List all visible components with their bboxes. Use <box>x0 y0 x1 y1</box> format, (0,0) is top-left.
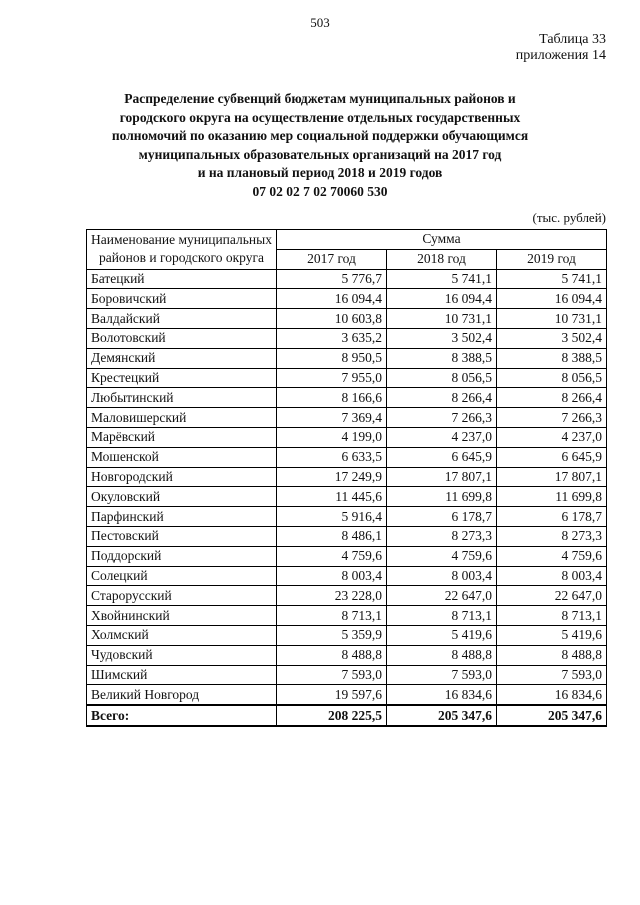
column-header-2019: 2019 год <box>497 249 607 269</box>
table-row <box>87 685 607 705</box>
subvention-table <box>86 229 607 727</box>
district-name-cell: Шимский <box>87 665 277 685</box>
table-row <box>87 328 607 348</box>
value-2018-cell: 8 488,8 <box>387 645 497 665</box>
title-line: и на плановый период 2018 и 2019 годов <box>197 165 443 180</box>
table-row <box>87 408 607 428</box>
value-2019-cell: 8 388,5 <box>497 348 607 368</box>
district-name-cell: Великий Новгород <box>87 685 277 705</box>
value-2019-cell: 8 266,4 <box>497 388 607 408</box>
value-2019-cell: 6 645,9 <box>497 447 607 467</box>
table-body <box>87 269 607 726</box>
table-row <box>87 427 607 447</box>
value-2019-cell: 4 759,6 <box>497 546 607 566</box>
value-2017-cell: 7 369,4 <box>277 408 387 428</box>
table-row <box>87 665 607 685</box>
value-2019-cell: 8 003,4 <box>497 566 607 586</box>
value-2017-cell: 6 633,5 <box>277 447 387 467</box>
value-2017-cell: 8 488,8 <box>277 645 387 665</box>
appendix-label: приложения 14 <box>515 48 606 63</box>
district-name-cell: Старорусский <box>87 586 277 606</box>
value-2017-cell: 8 950,5 <box>277 348 387 368</box>
value-2018-cell: 6 645,9 <box>387 447 497 467</box>
value-2017-cell: 8 713,1 <box>277 606 387 626</box>
value-2019-cell: 22 647,0 <box>497 586 607 606</box>
district-name-cell: Валдайский <box>87 309 277 329</box>
district-name-cell: Боровичский <box>87 289 277 309</box>
table-row <box>87 487 607 507</box>
district-name-cell: Марёвский <box>87 427 277 447</box>
value-2017-cell: 8 003,4 <box>277 566 387 586</box>
value-2018-cell: 8 713,1 <box>387 606 497 626</box>
table-row <box>87 269 607 289</box>
column-header-sum: Сумма <box>277 230 607 250</box>
value-2017-cell: 11 445,6 <box>277 487 387 507</box>
total-label: Всего: <box>87 705 277 726</box>
table-row <box>87 289 607 309</box>
district-name-cell: Солецкий <box>87 566 277 586</box>
value-2017-cell: 8 486,1 <box>277 526 387 546</box>
value-2019-cell: 8 488,8 <box>497 645 607 665</box>
district-name-cell: Хвойнинский <box>87 606 277 626</box>
table-row <box>87 348 607 368</box>
title-line: городского округа на осуществление отдельных государственных <box>119 109 521 125</box>
value-2017-cell: 7 955,0 <box>277 368 387 388</box>
value-2017-cell: 10 603,8 <box>277 309 387 329</box>
district-name-cell: Батецкий <box>87 269 277 289</box>
district-name-cell: Мошенской <box>87 447 277 467</box>
district-name-cell: Холмский <box>87 625 277 645</box>
table-row <box>87 645 607 665</box>
value-2019-cell: 3 502,4 <box>497 328 607 348</box>
title-line: полномочий по оказанию мер социальной поддержки обучающимся <box>111 128 529 143</box>
value-2017-cell: 5 359,9 <box>277 625 387 645</box>
value-2018-cell: 8 266,4 <box>387 388 497 408</box>
district-name-cell: Любытинский <box>87 388 277 408</box>
value-2018-cell: 16 834,6 <box>387 685 497 705</box>
value-2017-cell: 3 635,2 <box>277 328 387 348</box>
value-2019-cell: 7 266,3 <box>497 408 607 428</box>
document-title <box>80 90 560 201</box>
value-2019-cell: 8 273,3 <box>497 526 607 546</box>
value-2017-cell: 17 249,9 <box>277 467 387 487</box>
value-2017-cell: 16 094,4 <box>277 289 387 309</box>
value-2019-cell: 6 178,7 <box>497 507 607 527</box>
district-name-cell: Волотовский <box>87 328 277 348</box>
value-2019-cell: 16 094,4 <box>497 289 607 309</box>
value-2017-cell: 4 759,6 <box>277 546 387 566</box>
table-row <box>87 388 607 408</box>
value-2018-cell: 4 237,0 <box>387 427 497 447</box>
table-row <box>87 606 607 626</box>
value-2018-cell: 10 731,1 <box>387 309 497 329</box>
table-row <box>87 526 607 546</box>
table-row <box>87 467 607 487</box>
value-2018-cell: 8 056,5 <box>387 368 497 388</box>
title-line: Распределение субвенций бюджетам муниципальных районов и <box>124 91 516 106</box>
column-header-2017: 2017 год <box>277 249 387 269</box>
value-2019-cell: 8 056,5 <box>497 368 607 388</box>
value-2019-cell: 10 731,1 <box>497 309 607 329</box>
district-name-cell: Новгородский <box>87 467 277 487</box>
table-row <box>87 368 607 388</box>
district-name-cell: Маловишерский <box>87 408 277 428</box>
value-2018-cell: 5 419,6 <box>387 625 497 645</box>
value-2017-cell: 5 776,7 <box>277 269 387 289</box>
district-name-cell: Окуловский <box>87 487 277 507</box>
total-2019: 205 347,6 <box>497 705 607 726</box>
value-2017-cell: 19 597,6 <box>277 685 387 705</box>
table-row <box>87 309 607 329</box>
total-2017: 208 225,5 <box>277 705 387 726</box>
value-2019-cell: 11 699,8 <box>497 487 607 507</box>
value-2018-cell: 7 266,3 <box>387 408 497 428</box>
value-2017-cell: 7 593,0 <box>277 665 387 685</box>
value-2018-cell: 6 178,7 <box>387 507 497 527</box>
district-name-cell: Крестецкий <box>87 368 277 388</box>
value-2018-cell: 5 741,1 <box>387 269 497 289</box>
value-2017-cell: 8 166,6 <box>277 388 387 408</box>
district-name-cell: Пестовский <box>87 526 277 546</box>
value-2018-cell: 22 647,0 <box>387 586 497 606</box>
table-row <box>87 546 607 566</box>
page-number: 503 <box>310 15 330 30</box>
table-reference <box>516 32 606 64</box>
value-2019-cell: 5 419,6 <box>497 625 607 645</box>
table-row <box>87 447 607 467</box>
table-row <box>87 507 607 527</box>
district-name-cell: Парфинский <box>87 507 277 527</box>
value-2019-cell: 17 807,1 <box>497 467 607 487</box>
value-2019-cell: 4 237,0 <box>497 427 607 447</box>
value-2018-cell: 17 807,1 <box>387 467 497 487</box>
total-2018: 205 347,6 <box>387 705 497 726</box>
value-2018-cell: 7 593,0 <box>387 665 497 685</box>
budget-code: 07 02 02 7 02 70060 530 <box>252 183 388 199</box>
table-row <box>87 586 607 606</box>
value-2019-cell: 16 834,6 <box>497 685 607 705</box>
table-row <box>87 625 607 645</box>
column-header-2018: 2018 год <box>387 249 497 269</box>
value-2018-cell: 8 388,5 <box>387 348 497 368</box>
title-line: муниципальных образовательных организаций на 2017 год <box>138 146 502 162</box>
table-row <box>87 566 607 586</box>
value-2018-cell: 8 003,4 <box>387 566 497 586</box>
unit-label: (тыс. рублей) <box>532 210 606 225</box>
value-2019-cell: 8 713,1 <box>497 606 607 626</box>
table-label: Таблица 33 <box>539 32 606 47</box>
district-name-cell: Демянский <box>87 348 277 368</box>
value-2018-cell: 8 273,3 <box>387 526 497 546</box>
value-2017-cell: 23 228,0 <box>277 586 387 606</box>
total-row <box>87 705 607 726</box>
district-name-cell: Чудовский <box>87 645 277 665</box>
value-2017-cell: 4 199,0 <box>277 427 387 447</box>
column-header-name: Наименование муниципальных районов и городского округа <box>87 230 277 270</box>
value-2018-cell: 11 699,8 <box>387 487 497 507</box>
value-2018-cell: 16 094,4 <box>387 289 497 309</box>
value-2018-cell: 4 759,6 <box>387 546 497 566</box>
district-name-cell: Поддорский <box>87 546 277 566</box>
value-2019-cell: 7 593,0 <box>497 665 607 685</box>
value-2018-cell: 3 502,4 <box>387 328 497 348</box>
value-2017-cell: 5 916,4 <box>277 507 387 527</box>
value-2019-cell: 5 741,1 <box>497 269 607 289</box>
